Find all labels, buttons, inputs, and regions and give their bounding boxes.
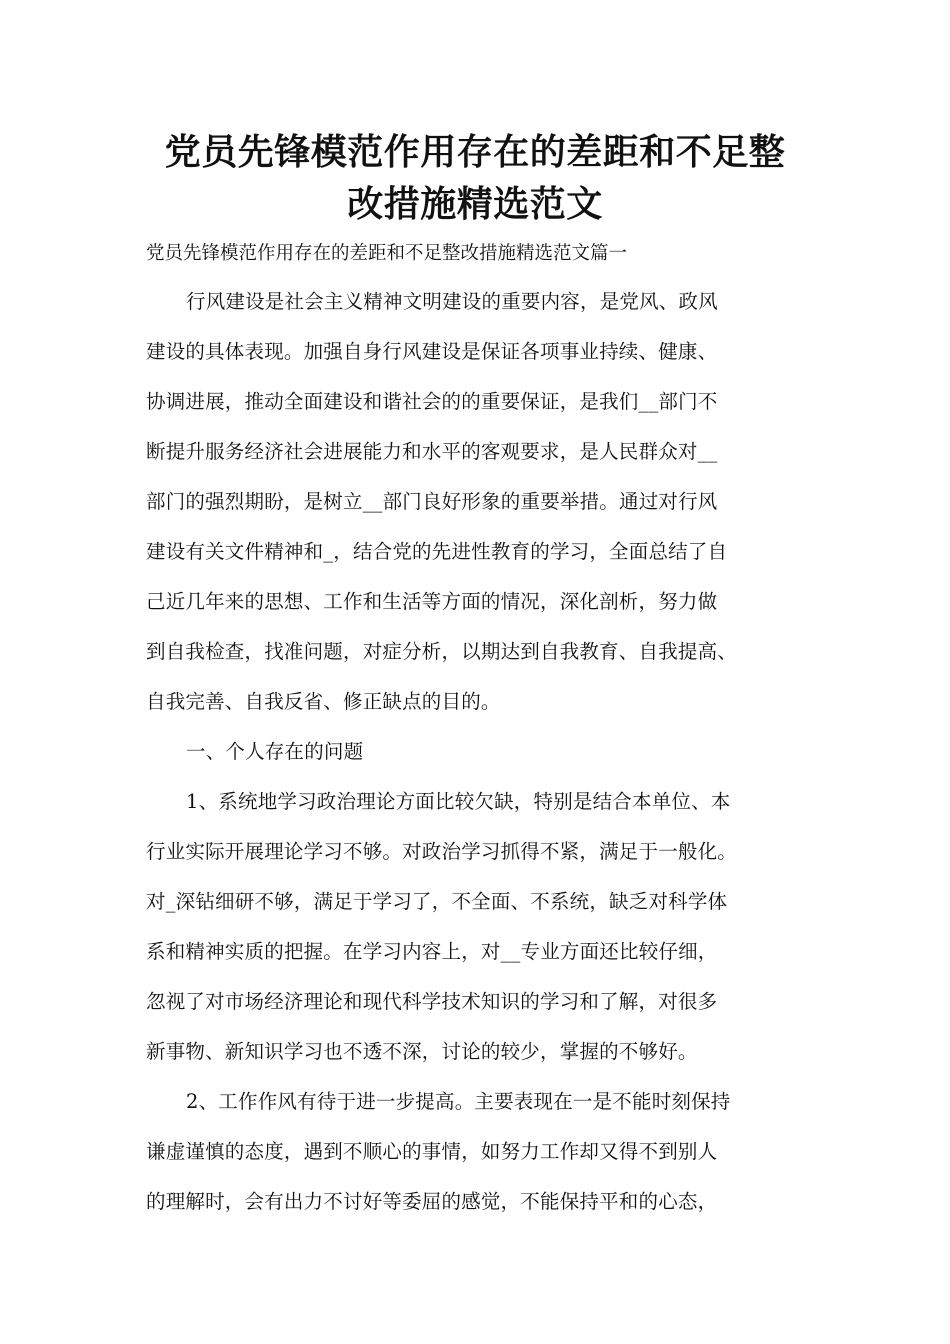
paragraph-line: 到自我检查，找准问题，对症分析，以期达到自我教育、自我提高、 [146, 640, 738, 663]
paragraph-line: 行业实际开展理论学习不够。对政治学习抓得不紧，满足于一般化。 [146, 840, 738, 863]
paragraph-line: 断提升服务经济社会进展能力和水平的客观要求，是人民群众对__ [146, 440, 718, 463]
paragraph-line: 谦虚谨慎的态度，遇到不顺心的事情，如努力工作却又得不到别人 [146, 1140, 718, 1163]
section-heading: 一、个人存在的问题 [186, 740, 364, 763]
paragraph-line: 建设有关文件精神和_，结合党的先进性教育的学习，全面总结了自 [146, 540, 728, 563]
document-title-line-2: 改措施精选范文 [347, 184, 603, 225]
paragraph-line: 部门的强烈期盼，是树立__部门良好形象的重要举措。通过对行风 [146, 490, 718, 513]
paragraph-line: 行风建设是社会主义精神文明建设的重要内容，是党风、政风 [186, 290, 718, 313]
paragraph-line: 己近几年来的思想、工作和生活等方面的情况，深化剖析，努力做 [146, 590, 718, 613]
paragraph-line: 新事物、新知识学习也不透不深，讨论的较少，掌握的不够好。 [146, 1040, 698, 1063]
paragraph-line: 系和精神实质的把握。在学习内容上，对__专业方面还比较仔细， [146, 940, 718, 963]
paragraph-line: 对_深钻细研不够，满足于学习了，不全面、不系统，缺乏对科学体 [146, 890, 728, 913]
paragraph-line: 忽视了对市场经济理论和现代科学技术知识的学习和了解，对很多 [146, 990, 718, 1013]
document-title-line-1: 党员先锋模范作用存在的差距和不足整 [164, 132, 786, 173]
paragraph-line: 的理解时，会有出力不讨好等委屈的感觉，不能保持平和的心态， [146, 1190, 718, 1213]
paragraph-line: 建设的具体表现。加强自身行风建设是保证各项事业持续、健康、 [146, 340, 718, 363]
paragraph-line: 自我完善、自我反省、修正缺点的目的。 [146, 690, 501, 713]
document-subtitle: 党员先锋模范作用存在的差距和不足整改措施精选范文篇一 [146, 243, 628, 264]
paragraph-line: 2、工作作风有待于进一步提高。主要表现在一是不能时刻保持 [186, 1090, 731, 1113]
paragraph-line: 协调进展，推动全面建设和谐社会的的重要保证，是我们__部门不 [146, 390, 718, 413]
paragraph-line: 1、系统地学习政治理论方面比较欠缺，特别是结合本单位、本 [186, 790, 731, 813]
